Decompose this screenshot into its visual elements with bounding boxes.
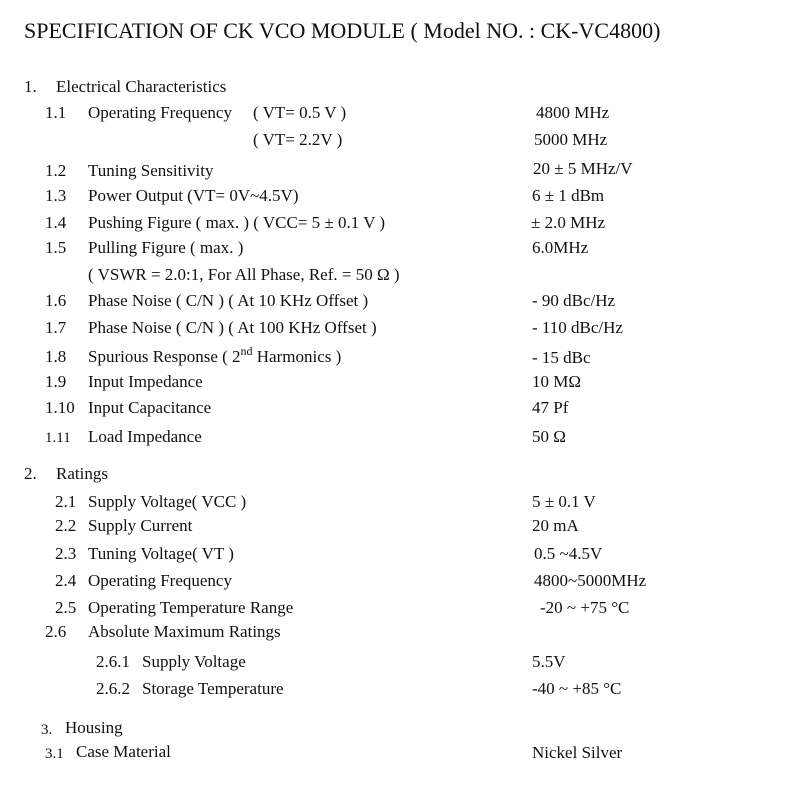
item-1-1-label: Operating Frequency: [88, 103, 232, 122]
item-2-5-number: 2.5: [55, 598, 77, 617]
item-1-10-number: 1.10: [45, 398, 75, 417]
item-1-5-value: 6.0MHz: [532, 238, 589, 257]
item-1-6-label: Phase Noise ( C/N ) ( At 10 KHz Offset ): [88, 291, 369, 310]
item-1-6-value: - 90 dBc/Hz: [532, 291, 616, 310]
item-3-1-value: Nickel Silver: [532, 743, 623, 762]
item-1-4-value: ± 2.0 MHz: [531, 213, 606, 232]
item-2-4-number: 2.4: [55, 571, 77, 590]
item-1-1-value: 4800 MHz: [536, 103, 610, 122]
item-2-2-value: 20 mA: [532, 516, 579, 535]
item-1-7-number: 1.7: [45, 318, 67, 337]
item-1-6-number: 1.6: [45, 291, 67, 310]
section-1-heading: Electrical Characteristics: [56, 77, 227, 96]
item-2-6-2-label: Storage Temperature: [142, 679, 284, 698]
section-2-number: 2.: [24, 464, 37, 483]
item-1-3-number: 1.3: [45, 186, 67, 205]
item-1-1b-condition: ( VT= 2.2V ): [253, 130, 343, 149]
item-1-1-number: 1.1: [45, 103, 67, 122]
item-1-4-number: 1.4: [45, 213, 67, 232]
item-2-1-label: Supply Voltage( VCC ): [88, 492, 247, 511]
item-1-11-number: 1.11: [45, 430, 71, 446]
item-1-8-value: - 15 dBc: [532, 348, 591, 367]
item-2-6-1-label: Supply Voltage: [142, 652, 246, 671]
item-2-4-label: Operating Frequency: [88, 571, 232, 590]
item-2-3-label: Tuning Voltage( VT ): [88, 544, 234, 563]
item-2-6-1-value: 5.5V: [532, 652, 566, 671]
item-1-10-value: 47 Pf: [532, 398, 569, 417]
item-1-5-number: 1.5: [45, 238, 67, 257]
item-2-2-number: 2.2: [55, 516, 77, 535]
item-2-1-value: 5 ± 0.1 V: [532, 492, 596, 511]
item-1-3-value: 6 ± 1 dBm: [532, 186, 605, 205]
item-2-3-value: 0.5 ~4.5V: [534, 544, 603, 563]
item-1-9-value: 10 MΩ: [532, 372, 581, 391]
item-1-11-label: Load Impedance: [88, 427, 202, 446]
item-1-1-condition: ( VT= 0.5 V ): [253, 103, 347, 122]
item-1-5-label: Pulling Figure ( max. ): [88, 238, 244, 257]
item-1-3-label: Power Output (VT= 0V~4.5V): [88, 186, 299, 205]
item-1-4-label: Pushing Figure ( max. ) ( VCC= 5 ± 0.1 V ): [88, 213, 386, 232]
item-1-11-value: 50 Ω: [532, 427, 566, 446]
item-2-2-label: Supply Current: [88, 516, 193, 535]
item-2-6-1-number: 2.6.1: [96, 652, 130, 671]
item-1-7-label: Phase Noise ( C/N ) ( At 100 KHz Offset ): [88, 318, 377, 337]
item-2-5-value: -20 ~ +75 °C: [540, 598, 630, 617]
item-2-1-number: 2.1: [55, 492, 77, 511]
item-1-2-label: Tuning Sensitivity: [88, 161, 214, 180]
item-2-6-number: 2.6: [45, 622, 67, 641]
item-1-8-label-pre: Spurious Response ( 2: [88, 347, 241, 366]
item-3-1-number: 3.1: [45, 746, 64, 762]
item-2-6-2-value: -40 ~ +85 °C: [532, 679, 622, 698]
item-1-9-number: 1.9: [45, 372, 67, 391]
item-1-8-label: [88, 344, 342, 367]
item-1-2-number: 1.2: [45, 161, 67, 180]
item-2-4-value: 4800~5000MHz: [534, 571, 647, 590]
item-1-5-note: ( VSWR = 2.0:1, For All Phase, Ref. = 50 Ω ): [88, 265, 400, 284]
item-1-9-label: Input Impedance: [88, 372, 203, 391]
item-2-6-2-number: 2.6.2: [96, 679, 130, 698]
section-3-number: 3.: [41, 722, 53, 738]
item-2-5-label: Operating Temperature Range: [88, 598, 294, 617]
item-2-3-number: 2.3: [55, 544, 77, 563]
item-1-2-value: 20 ± 5 MHz/V: [533, 159, 633, 178]
section-1-number: 1.: [24, 77, 37, 96]
item-3-1-label: Case Material: [76, 742, 171, 761]
item-1-8-number: 1.8: [45, 347, 67, 366]
item-1-10-label: Input Capacitance: [88, 398, 212, 417]
item-1-8-label-sup: nd: [240, 344, 253, 358]
document-title: SPECIFICATION OF CK VCO MODULE ( Model NO. : CK-VC4800): [24, 18, 661, 43]
item-1-8-label-post: Harmonics ): [252, 347, 342, 366]
item-1-1b-value: 5000 MHz: [534, 130, 608, 149]
section-3-heading: Housing: [65, 718, 123, 737]
item-2-6-label: Absolute Maximum Ratings: [88, 622, 281, 641]
section-2-heading: Ratings: [56, 464, 108, 483]
item-1-7-value: - 110 dBc/Hz: [532, 318, 623, 337]
